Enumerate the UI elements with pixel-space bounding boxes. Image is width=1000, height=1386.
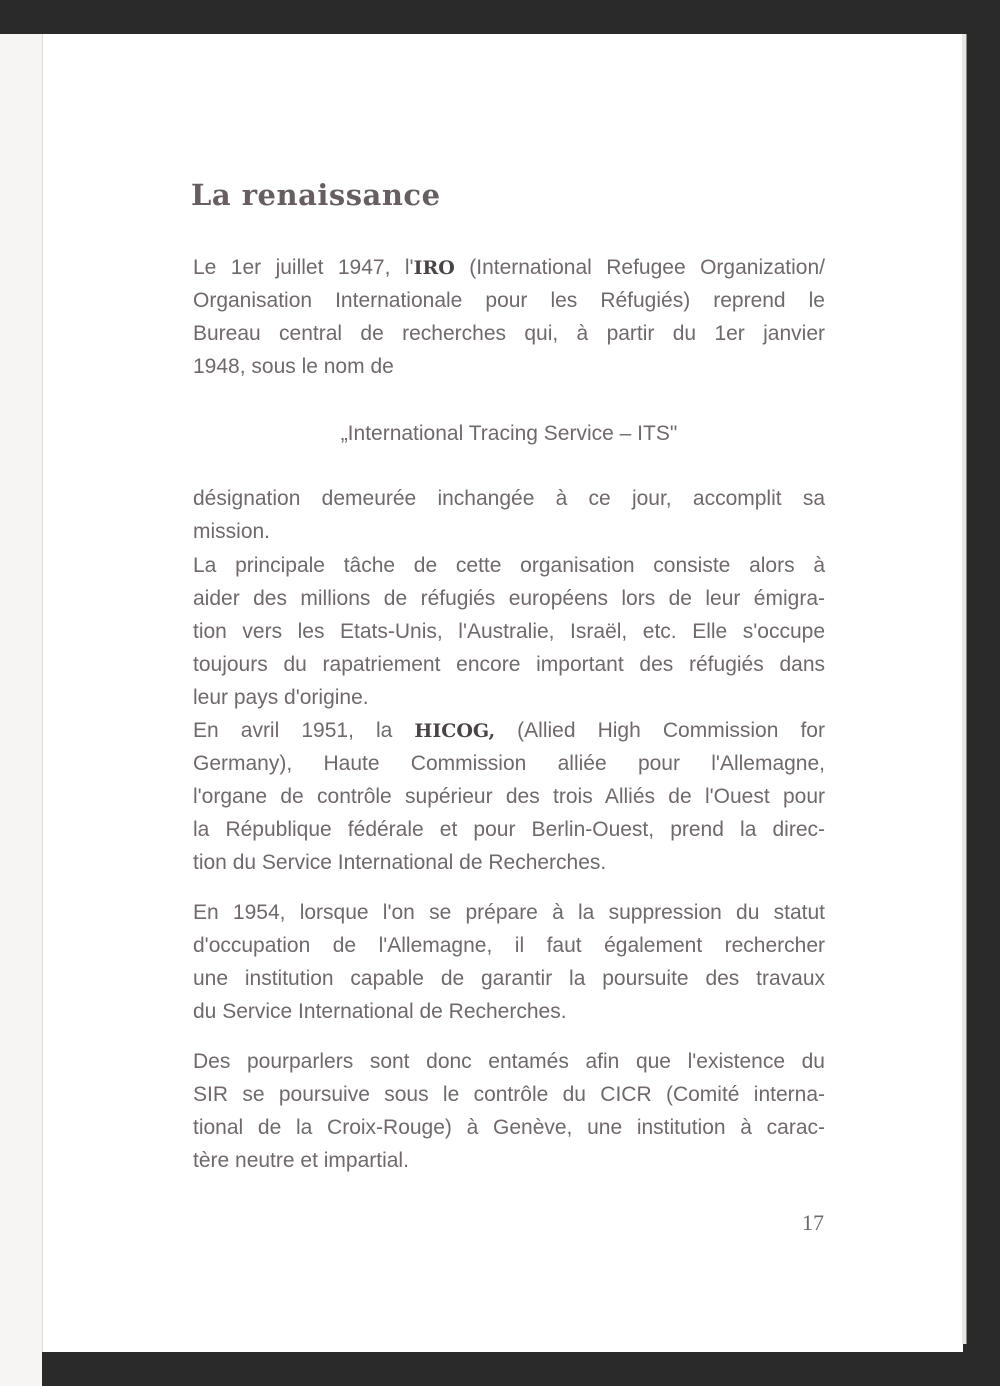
text-line: [193, 518, 825, 546]
text-run: tère neutre et impartial.: [193, 1149, 409, 1172]
text-run: Germany), Haute Commission alliée pour l'Allemagne,: [193, 752, 825, 775]
text-run: Bureau central de recherches qui, à partir du 1er janvier: [193, 322, 825, 345]
text-run: du Service International de Recherches.: [193, 1000, 567, 1023]
text-line: [193, 783, 825, 811]
text-line: [193, 254, 825, 282]
text-run: Organisation Internationale pour les Réfugiés) reprend le: [193, 289, 825, 312]
text-run: tional de la Croix-Rouge) à Genève, une institution à carac-: [193, 1116, 825, 1139]
text-line: [193, 1081, 825, 1109]
text-line: [193, 320, 825, 348]
text-line: [193, 750, 825, 778]
text-run: Le 1er juillet 1947, l': [193, 256, 414, 279]
text-line: [193, 1147, 825, 1175]
text-line: [193, 1048, 825, 1076]
page-number: 17: [802, 1210, 824, 1235]
text-run: d'occupation de l'Allemagne, il faut également rechercher: [193, 934, 825, 957]
text-line: [193, 585, 825, 613]
text-run: désignation demeurée inchangée à ce jour, accomplit sa: [193, 487, 825, 510]
text-run: l'organe de contrôle supérieur des trois Alliés de l'Ouest pour: [193, 785, 825, 808]
text-run: SIR se poursuive sous le contrôle du CICR (Comité interna-: [193, 1083, 825, 1106]
text-line: [193, 998, 825, 1026]
text-run: la République fédérale et pour Berlin-Ouest, prend la direc-: [193, 818, 825, 841]
text-line: [193, 420, 825, 448]
bold-acronym: IRO: [413, 257, 455, 279]
text-run: une institution capable de garantir la poursuite des travaux: [193, 967, 825, 990]
text-line: [193, 965, 825, 993]
facing-page-edge: [0, 34, 42, 1386]
text-run: (Allied High Commission for: [495, 719, 825, 742]
text-line: [193, 816, 825, 844]
text-run: En avril 1951, la: [193, 719, 415, 742]
text-line: [193, 899, 825, 927]
text-run: En 1954, lorsque l'on se prépare à la suppression du statut: [193, 901, 825, 924]
text-run: leur pays d'origine.: [193, 686, 369, 709]
text-line: [193, 287, 825, 315]
text-line: [193, 485, 825, 513]
text-line: [193, 684, 825, 712]
text-run: mission.: [193, 520, 271, 543]
bold-acronym: HICOG,: [414, 720, 496, 742]
text-run: 1948, sous le nom de: [193, 355, 394, 378]
text-run: Des pourparlers sont donc entamés afin que l'existence du: [193, 1050, 825, 1073]
text-run: tion du Service International de Recherches.: [193, 851, 607, 874]
text-line: [193, 1114, 825, 1142]
text-run: „International Tracing Service – ITS": [340, 422, 678, 445]
page-title: La renaissance: [191, 178, 441, 212]
text-line: [193, 932, 825, 960]
text-run: La principale tâche de cette organisation consiste alors à: [193, 554, 825, 577]
text-line: [193, 717, 825, 745]
text-run: (International Refugee Organization/: [454, 256, 825, 279]
text-line: [193, 618, 825, 646]
text-run: toujours du rapatriement encore important des réfugiés dans: [193, 653, 825, 676]
text-line: [193, 651, 825, 679]
page-stack-edge: [962, 34, 967, 1344]
text-run: aider des millions de réfugiés européens lors de leur émigra-: [193, 587, 825, 610]
text-line: [193, 849, 825, 877]
text-run: tion vers les Etats-Unis, l'Australie, Israël, etc. Elle s'occupe: [193, 620, 825, 643]
text-line: [193, 552, 825, 580]
text-line: [193, 353, 825, 381]
